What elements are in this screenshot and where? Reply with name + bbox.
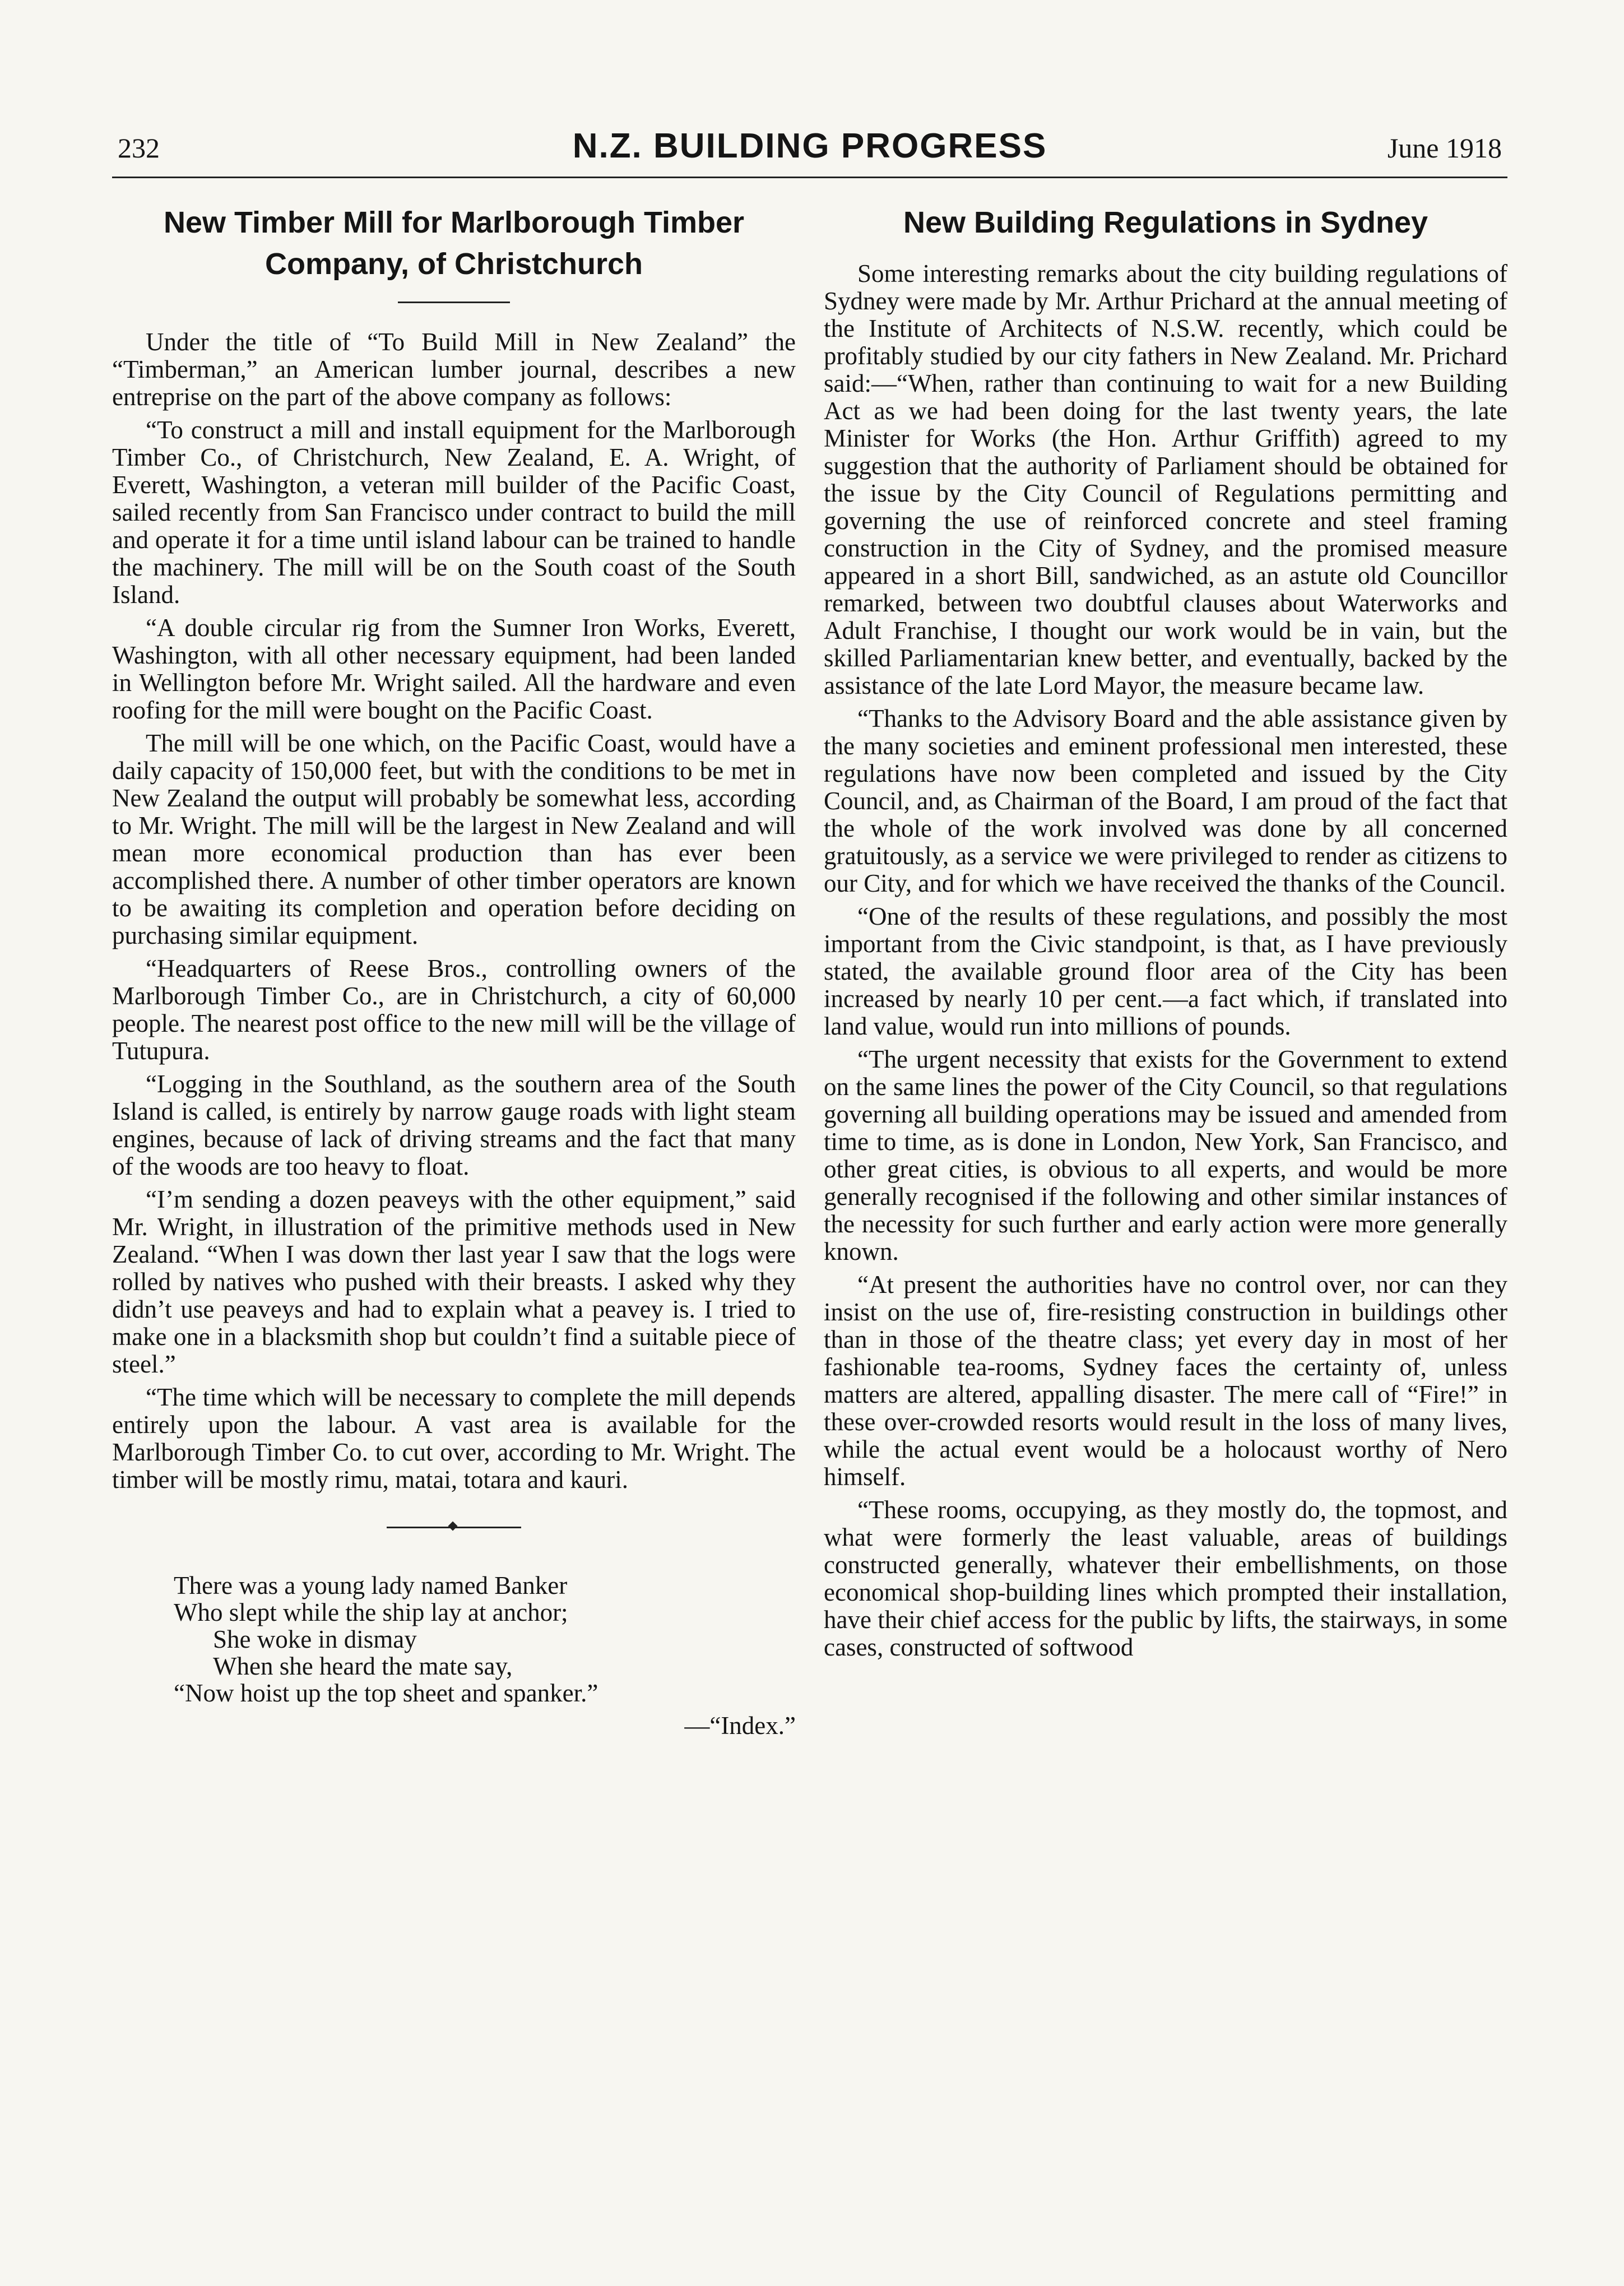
paragraph: “Logging in the Southland, as the southern area of the South Island is called, is entirely by narrow gauge roads with light steam engines, because of lack of driving streams and the fact that many of the woods are too heavy to float. bbox=[112, 1070, 796, 1180]
page-number: 232 bbox=[118, 132, 160, 164]
paragraph: “Headquarters of Reese Bros., controlling owners of the Marlborough Timber Co., are in Christchurch, a city of 60,000 people. The nearest post office to the new mill will be the village of Tutupura. bbox=[112, 954, 796, 1065]
limerick bbox=[174, 1572, 796, 1707]
ornamental-divider bbox=[387, 1522, 521, 1533]
title-divider bbox=[398, 302, 510, 303]
paragraph: “The urgent necessity that exists for the Government to extend on the same lines the power of the City Council, so that regulations governing all building operations may be issued and amended from time to time, as is done in London, New York, San Francisco, and other great cities, is obvious to all experts, and would be more generally recognised if the following and other similar instances of the necessity for such further and early action were more generally known. bbox=[824, 1045, 1507, 1265]
paragraph: “These rooms, occupying, as they mostly do, the topmost, and what were formerly the least valuable, areas of buildings constructed generally, whatever their embellishments, on those economical shop-building lines which prompted their installation, have their chief access for the public by lifts, the stairways, in some cases, constructed of softwood bbox=[824, 1496, 1507, 1661]
paragraph: “A double circular rig from the Sumner Iron Works, Everett, Washington, with all other necessary equipment, had been landed in Wellington before Mr. Wright sailed. All the hardware and even roofing for the mill were bought on the Pacific Coast. bbox=[112, 614, 796, 724]
right-column bbox=[824, 202, 1507, 1667]
paragraph: The mill will be one which, on the Pacific Coast, would have a daily capacity of 150,000 feet, but with the conditions to be met in New Zealand the output will probably be somewhat less, according to Mr. Wright. The mill will be the largest in New Zealand and will mean more economical production than has ever been accomplished there. A number of other timber operators are known to be awaiting its completion and operation before deciding on purchasing similar equipment. bbox=[112, 729, 796, 949]
paragraph: Under the title of “To Build Mill in New Zealand” the “Timberman,” an American lumber journal, describes a new entreprise on the part of the above company as follows: bbox=[112, 328, 796, 411]
paragraph: “Thanks to the Advisory Board and the able assistance given by the many societies and eminent professional men interested, these regulations have now been completed and issued by the City Council, and, as Chairman of the Board, I am proud of the fact that the whole of the work involved was done by all concerned gratuitously, as a service we were privileged to render as citizens to our City, and for which we have received the thanks of the Council. bbox=[824, 704, 1507, 897]
paragraph: “The time which will be necessary to complete the mill depends entirely upon the labour. A vast area is available for the Marlborough Timber Co. to cut over, according to Mr. Wright. The timber will be mostly rimu, matai, totara and kauri. bbox=[112, 1383, 796, 1494]
issue-date: June 1918 bbox=[1387, 132, 1502, 164]
verse-line: Who slept while the ship lay at anchor; bbox=[174, 1598, 568, 1626]
paragraph: “To construct a mill and install equipment for the Marlborough Timber Co., of Christchurch, New Zealand, E. A. Wright, of Everett, Washington, a veteran mill builder of the Pacific Coast, sailed recently from San Francisco under contract to build the mill and operate it for a time until island labour can be trained to handle the machinery. The mill will be on the South coast of the South Island. bbox=[112, 416, 796, 609]
paragraph: “One of the results of these regulations, and possibly the most important from the Civic standpoint, is that, as I have previously stated, the available ground floor area of the City has been increased by nearly 10 per cent.—a fact which, if translated into land value, would run into millions of pounds. bbox=[824, 902, 1507, 1040]
page-header bbox=[118, 126, 1502, 171]
verse-line: When she heard the mate say, bbox=[213, 1652, 513, 1680]
verse-line: “Now hoist up the top sheet and spanker.” bbox=[174, 1679, 598, 1707]
paragraph: “I’m sending a dozen peaveys with the other equipment,” said Mr. Wright, in illustration of the primitive methods used in New Zealand. “When I was down ther last year I saw that the logs were rolled by natives who pushed with their breasts. I asked why they didn’t use peaveys and had to explain what a peavey is. I tried to make one in a blacksmith shop but couldn’t find a suitable piece of steel.” bbox=[112, 1185, 796, 1378]
left-column bbox=[112, 202, 796, 1740]
paragraph: Some interesting remarks about the city building regulations of Sydney were made by Mr. Arthur Prichard at the annual meeting of the Institute of Architects of N.S.W. recently, which could be profitably studied by our city fathers in New Zealand. Mr. Prichard said:—“When, rather than continuing to wait for a new Building Act as we had been doing for the last twenty years, the late Minister for Works (the Hon. Arthur Griffith) agreed to my suggestion that the authority of Parliament should be obtained for the issue by the City Council of Regulations permitting and governing the use of reinforced concrete and steel framing construction in the City of Sydney, and the promised measure appeared in a short Bill, sandwiched, as an astute old Councillor remarked, between two doubtful clauses about Waterworks and Adult Franchise, I thought our work would be in vain, but the skilled Parliamentarian knew better, and eventually, backed by the assistance of the late Lord Mayor, the measure became law. bbox=[824, 259, 1507, 699]
verse-line: She woke in dismay bbox=[213, 1625, 417, 1653]
article-title-regulations: New Building Regulations in Sydney bbox=[903, 206, 1428, 239]
header-rule bbox=[112, 177, 1507, 178]
verse-attribution: —“Index.” bbox=[684, 1712, 796, 1740]
paragraph: “At present the authorities have no control over, nor can they insist on the use of, fire-resisting construction in buildings other than in those of the theatre class; yet every day in most of her fashionable tea-rooms, Sydney faces the certainty of, unless matters are altered, appalling disaster. The mere call of “Fire!” in these over-crowded resorts would result in the loss of many lives, while the actual event would be a holocaust worthy of Nero himself. bbox=[824, 1270, 1507, 1491]
verse-line: There was a young lady named Banker bbox=[174, 1571, 568, 1599]
article-title-timber-mill: New Timber Mill for Marlborough Timber Company, of Christchurch bbox=[163, 206, 745, 281]
journal-title: N.Z. BUILDING PROGRESS bbox=[572, 127, 1047, 165]
